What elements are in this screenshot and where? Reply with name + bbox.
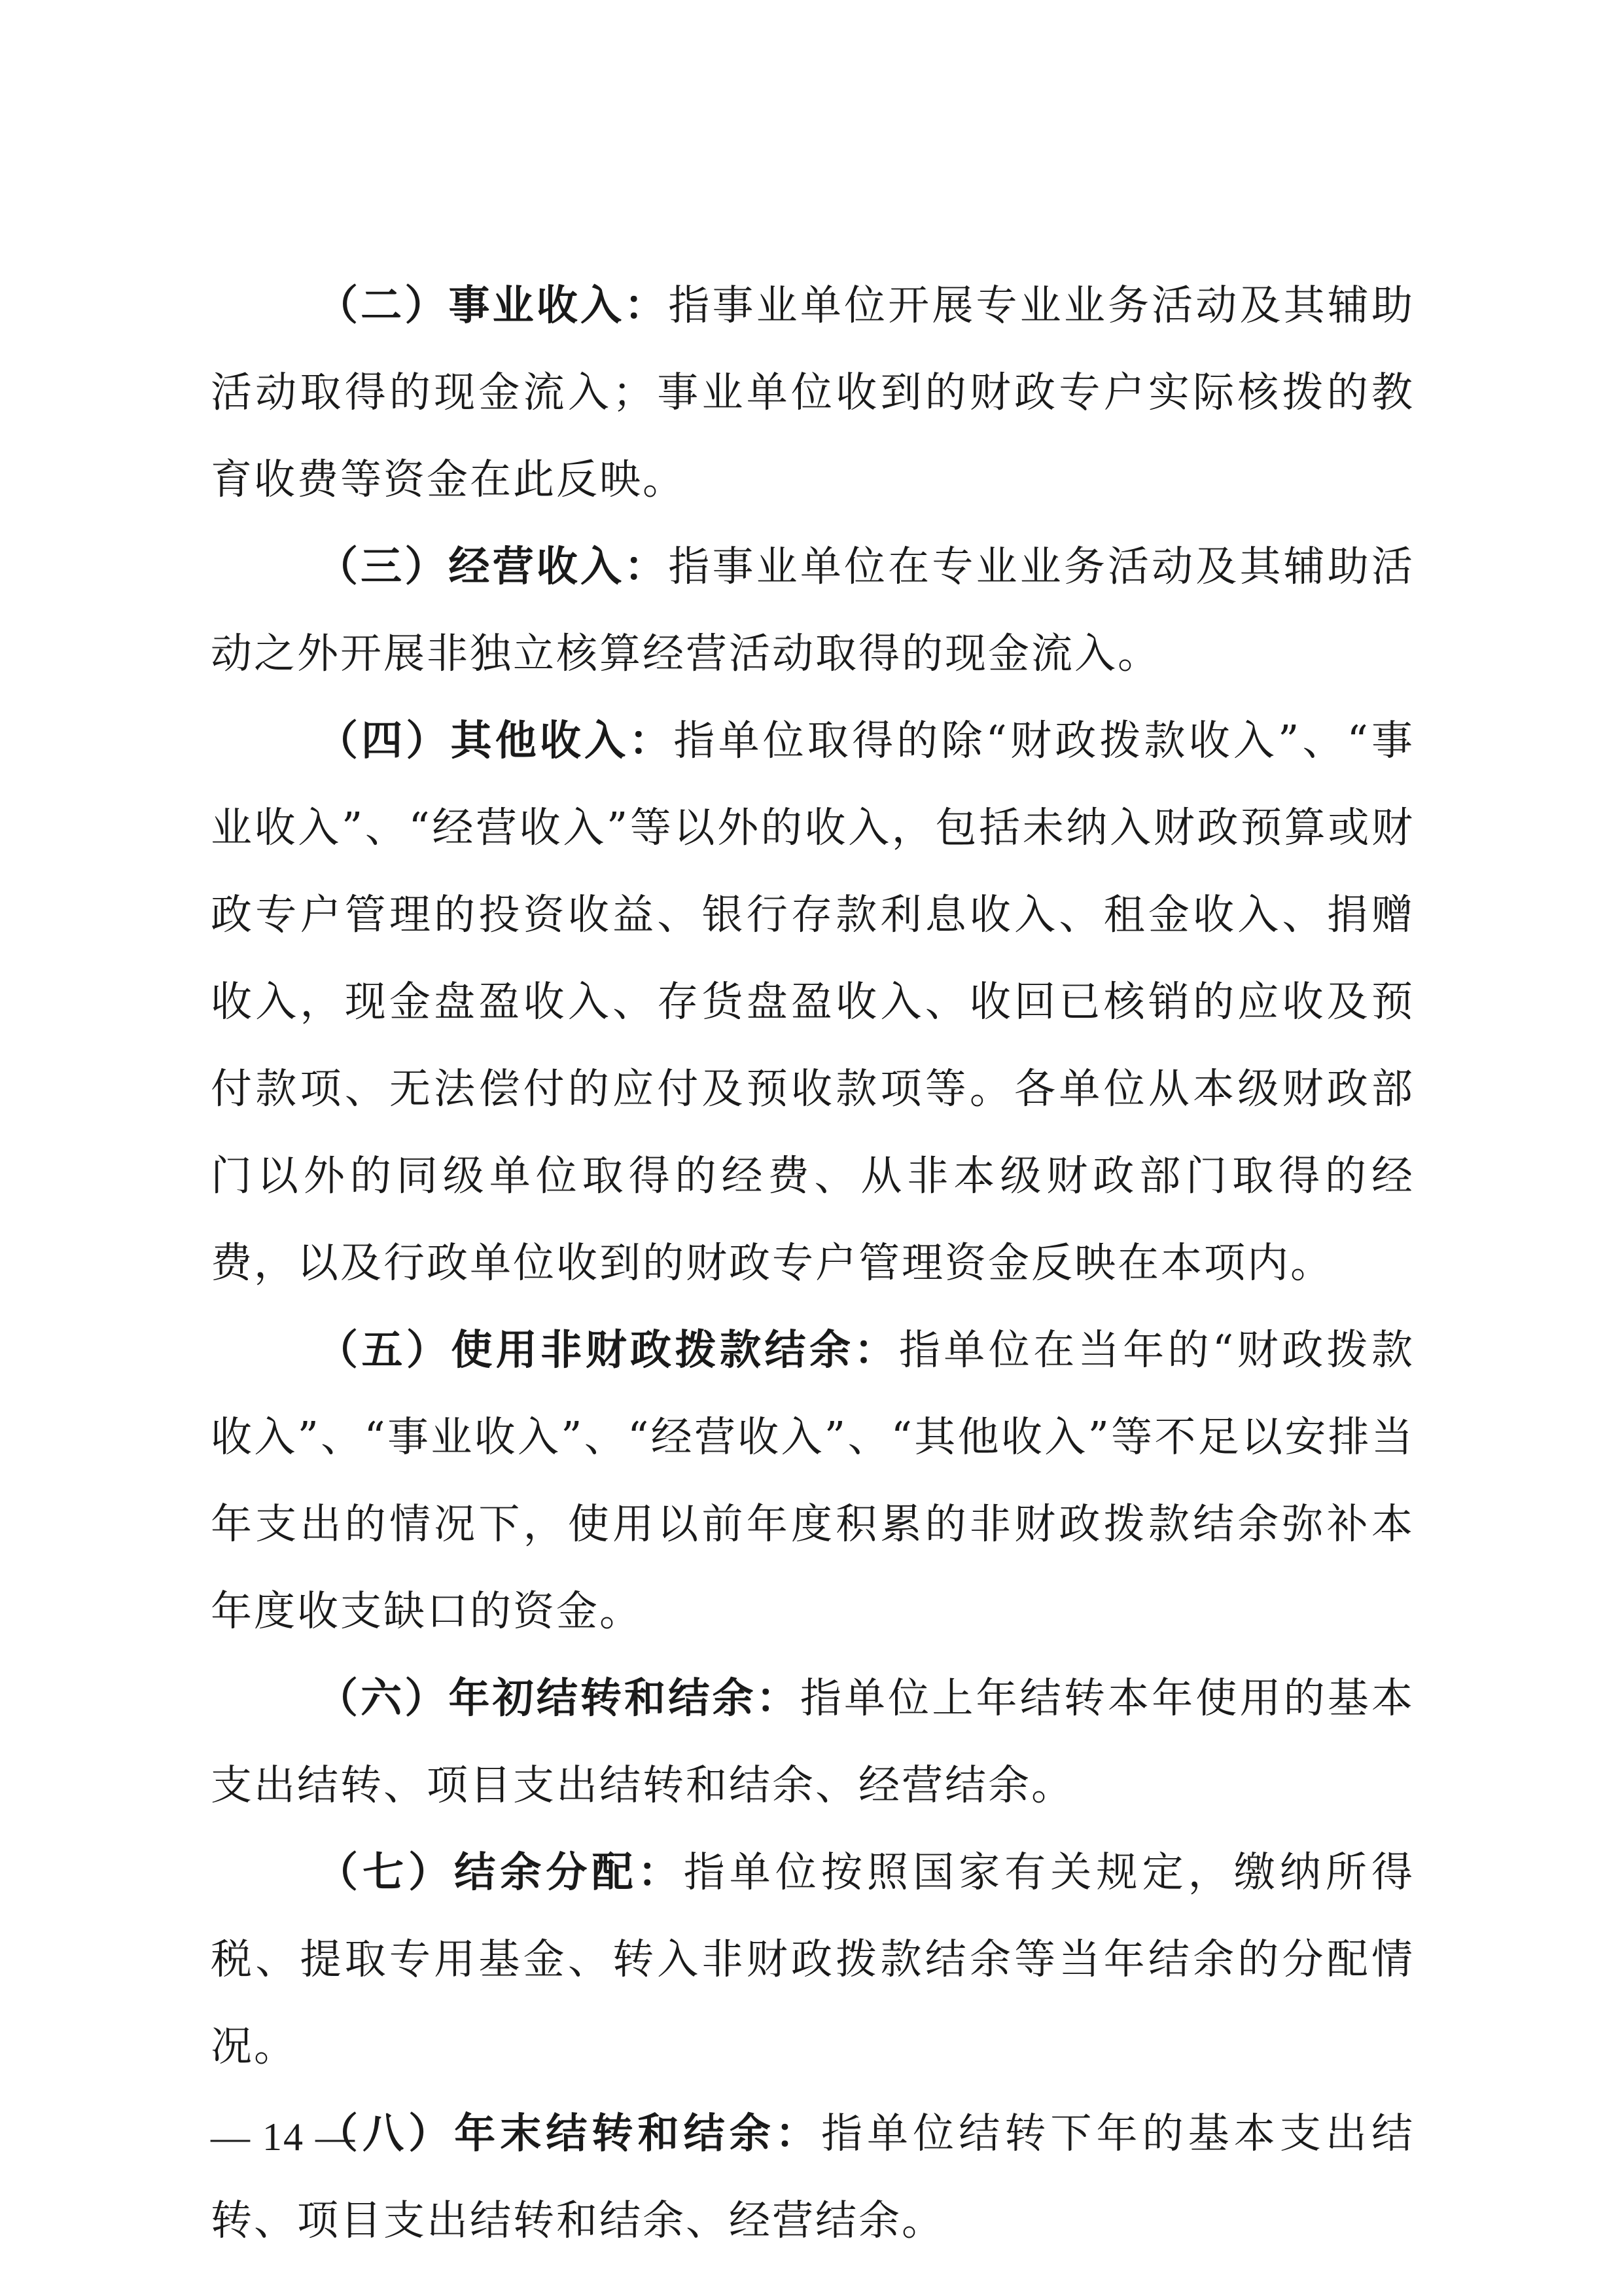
paragraph-heading: （八）年末结转和结余： bbox=[317, 2109, 821, 2157]
page-number: — 14 — bbox=[211, 2115, 356, 2159]
paragraph-text: 指单位结转下年的基本支出结转、项目支出结转和结余、经营结余。 bbox=[211, 2109, 1415, 2244]
paragraph-non-fiscal-balance-use bbox=[211, 1306, 1415, 1655]
paragraph-text: 指事业单位开展专业业务活动及其辅助活动取得的现金流入；事业单位收到的财政专户实际核拨的教育收费等资金在此反映。 bbox=[211, 281, 1415, 503]
paragraph-heading: （五）使用非财政拨款结余： bbox=[317, 1325, 899, 1374]
paragraph-other-income bbox=[211, 697, 1415, 1306]
paragraph-operating-income bbox=[211, 523, 1415, 697]
paragraph-opening-carryover bbox=[211, 1655, 1415, 1829]
paragraph-text: 指单位上年结转本年使用的基本支出结转、项目支出结转和结余、经营结余。 bbox=[211, 1674, 1415, 1809]
paragraph-heading: （三）经营收入： bbox=[317, 542, 669, 590]
paragraph-text: 指单位按照国家有关规定，缴纳所得税、提取专用基金、转入非财政拨款结余等当年结余的分配情况。 bbox=[211, 1848, 1415, 2070]
document-body bbox=[211, 262, 1415, 2264]
paragraph-heading: （二）事业收入： bbox=[317, 281, 669, 329]
paragraph-heading: （六）年初结转和结余： bbox=[317, 1674, 800, 1722]
paragraph-closing-carryover bbox=[211, 2090, 1415, 2264]
paragraph-heading: （四）其他收入： bbox=[317, 716, 674, 764]
paragraph-text: 指单位在当年的“财政拨款收入”、“事业收入”、“经营收入”、“其他收入”等不足以安排当年支出的情况下，使用以前年度积累的非财政拨款结余弥补本年度收支缺口的资金。 bbox=[211, 1326, 1415, 1635]
paragraph-surplus-distribution bbox=[211, 1829, 1415, 2090]
paragraph-heading: （七）结余分配： bbox=[317, 1848, 684, 1896]
paragraph-text: 指事业单位在专业业务活动及其辅助活动之外开展非独立核算经营活动取得的现金流入。 bbox=[211, 543, 1415, 677]
paragraph-business-income bbox=[211, 262, 1415, 523]
paragraph-text: 指单位取得的除“财政拨款收入”、“事业收入”、“经营收入”等以外的收入，包括未纳入财政预算或财政专户管理的投资收益、银行存款利息收入、租金收入、捐赠收入，现金盘盈收入、存货盘盈收入、收回已核销的应收及预付款项、无法偿付的应付及预收款项等。各单位从本级财政部门以外的同级单位取得的经费、从非本级财政部门取得的经费，以及行政单位收到的财政专户管理资金反映在本项内。 bbox=[211, 717, 1415, 1287]
